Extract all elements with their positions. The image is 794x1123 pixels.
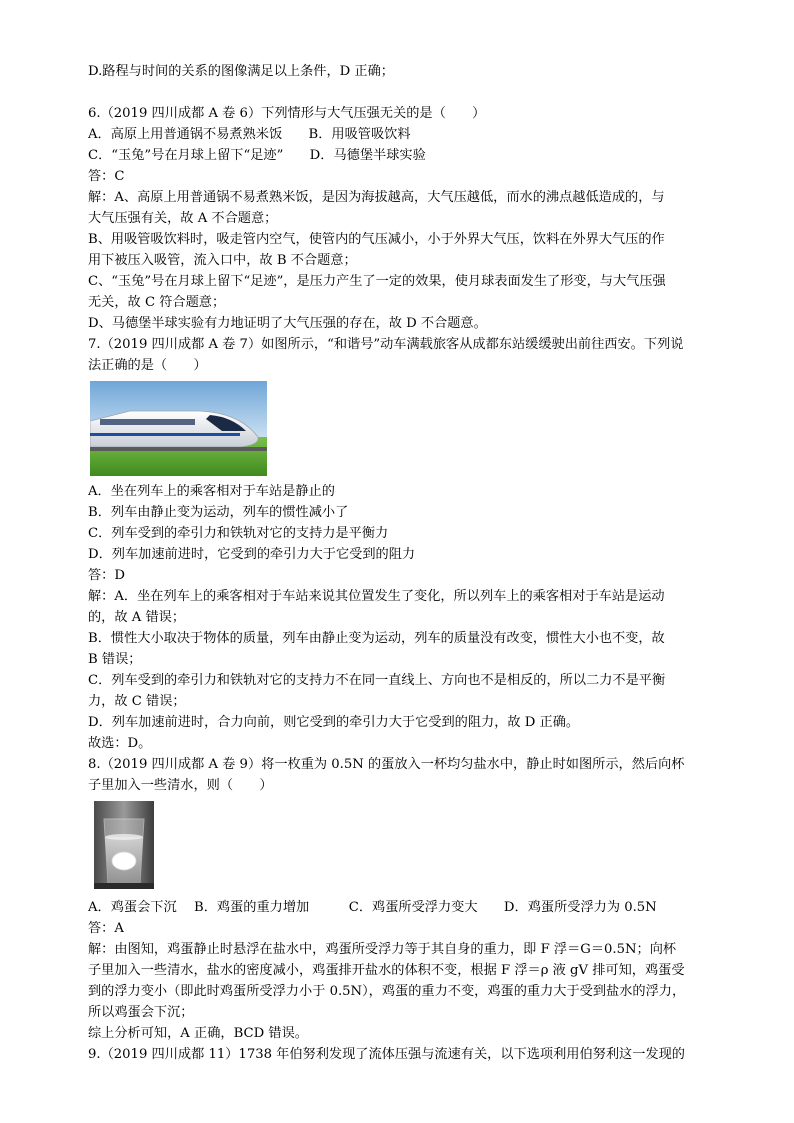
text-line: 故选：D。 <box>88 736 152 751</box>
text-line: 所以鸡蛋会下沉； <box>88 1005 194 1020</box>
text-line: 到的浮力变小（即此时鸡蛋所受浮力小于 0.5N），鸡蛋的重力不变，鸡蛋的重力大于受到盐水的浮力， <box>88 984 686 999</box>
question-8-answer: 答：A <box>88 921 124 936</box>
text-line: D．列车加速前进时，合力向前，则它受到的牵引力大于它受到的阻力，故 D 正确。 <box>88 715 580 730</box>
question-7-option-d: D．列车加速前进时，它受到的牵引力大于它受到的阻力 <box>88 547 416 562</box>
question-6-options-cd: C．“玉兔”号在月球上留下“足迹” D．马德堡半球实验 <box>88 148 426 163</box>
text-line: 力，故 C 错误； <box>88 694 186 709</box>
question-8-stem: 8.（2019 四川成都 A 卷 9）将一枚重为 0.5N 的蛋放入一杯均匀盐水中，静止时如图所示，然后向杯 <box>88 757 685 772</box>
text-line: 子里加入一些清水，则（ ） <box>88 778 273 793</box>
text-line: D.路程与时间的关系的图像满足以上条件，D 正确； <box>88 64 394 79</box>
question-6-options-ab: A．高原上用普通锅不易煮熟米饭 B．用吸管吸饮料 <box>88 127 411 142</box>
question-7-option-a: A．坐在列车上的乘客相对于车站是静止的 <box>88 484 335 499</box>
question-6-answer: 答：C <box>88 169 125 184</box>
question-7-solution: 解：A．坐在列车上的乘客相对于车站来说其位置发生了变化，所以列车上的乘客相对于车站是运动 <box>88 589 665 604</box>
question-8-solution: 解：由图知，鸡蛋静止时悬浮在盐水中，鸡蛋所受浮力等于其自身的重力，即 F 浮＝G＝0.5N；向杯 <box>88 942 677 957</box>
question-7-answer: 答：D <box>88 568 125 583</box>
text-line: 无关，故 C 符合题意； <box>88 295 226 310</box>
text-line: C、“玉兔”号在月球上留下“足迹”，是压力产生了一定的效果，使月球表面发生了形变，与大气压强 <box>88 274 666 289</box>
question-6-stem: 6.（2019 四川成都 A 卷 6）下列情形与大气压强无关的是（ ） <box>88 106 486 121</box>
egg-in-saltwater-image <box>94 801 154 889</box>
question-6-solution: 解：A、高原上用普通锅不易煮熟米饭，是因为海拔越高，大气压越低，而水的沸点越低造成的，与 <box>88 190 665 205</box>
text-line: B 错误； <box>88 652 142 667</box>
question-8-options: A．鸡蛋会下沉 B．鸡蛋的重力增加 C．鸡蛋所受浮力变大 D．鸡蛋所受浮力为 0.5N <box>88 900 657 915</box>
text-line: 用下被压入吸管，流入口中，故 B 不合题意； <box>88 253 357 268</box>
question-7-stem: 7.（2019 四川成都 A 卷 7）如图所示，“和谐号”动车满载旅客从成都东站缓缓驶出前往西安。下列说 <box>88 337 684 352</box>
text-line: B．惯性大小取决于物体的质量，列车由静止变为运动，列车的质量没有改变，惯性大小也不变，故 <box>88 631 665 646</box>
question-9-stem: 9.（2019 四川成都 11）1738 年伯努利发现了流体压强与流速有关，以下选项利用伯努利这一发现的 <box>88 1047 685 1062</box>
train-image <box>90 381 267 476</box>
text-line: D、马德堡半球实验有力地证明了大气压强的存在，故 D 不合题意。 <box>88 316 487 331</box>
question-7-option-c: C．列车受到的牵引力和铁轨对它的支持力是平衡力 <box>88 526 389 541</box>
text-line: 综上分析可知，A 正确，BCD 错误。 <box>88 1026 308 1041</box>
text-line: 大气压强有关，故 A 不合题意； <box>88 211 278 226</box>
question-7-option-b: B．列车由静止变为运动，列车的惯性减小了 <box>88 505 349 520</box>
text-line: 法正确的是（ ） <box>88 358 207 373</box>
text-line: 子里加入一些清水，盐水的密度减小，鸡蛋排开盐水的体积不变，根据 F 浮＝ρ 液 gV 排可知，鸡蛋受 <box>88 963 685 978</box>
text-line: 的，故 A 错误； <box>88 610 186 625</box>
text-line: C．列车受到的牵引力和铁轨对它的支持力不在同一直线上、方向也不是相反的，所以二力不是平衡 <box>88 673 666 688</box>
text-line: B、用吸管吸饮料时，吸走管内空气，使管内的气压减小，小于外界大气压，饮料在外界大气压的作 <box>88 232 665 247</box>
